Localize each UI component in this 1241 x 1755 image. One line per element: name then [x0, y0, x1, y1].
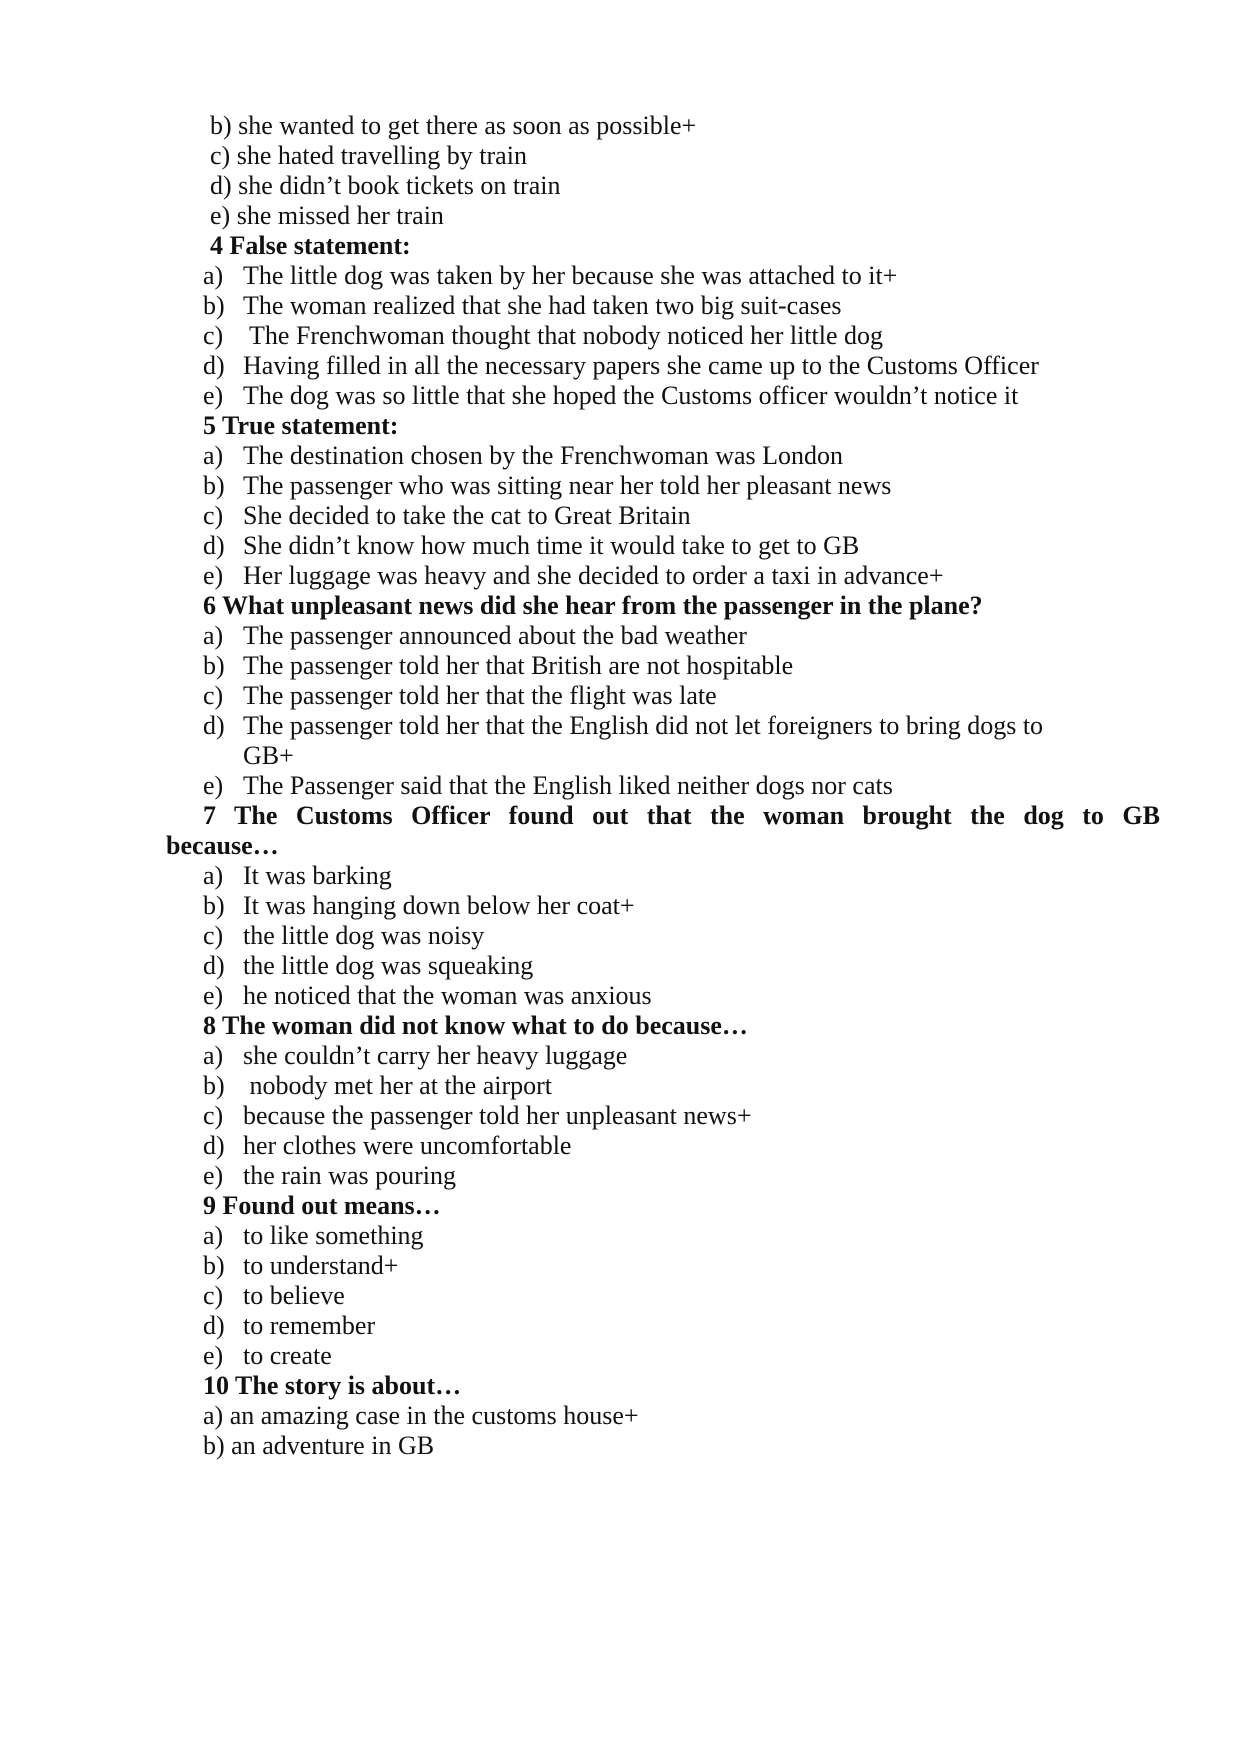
option-a-q5	[203, 440, 843, 472]
option-text: The passenger told her that the English did not let foreigners to bring dogs to	[243, 711, 1044, 740]
option-label: b)	[203, 891, 225, 920]
option-label: b)	[203, 1251, 225, 1280]
option-label: a)	[203, 441, 224, 470]
option-text: the little dog was squeaking	[243, 951, 534, 980]
option-label: b)	[203, 651, 225, 680]
option-e-q8	[203, 1160, 456, 1192]
option-text: The destination chosen by the Frenchwoman was London	[243, 441, 844, 470]
option-text: She didn’t know how much time it would take to get to GB	[243, 531, 860, 560]
option-label: b)	[210, 111, 232, 140]
option-label: d)	[203, 351, 225, 380]
option-d-q6	[203, 710, 1043, 742]
option-text: It was hanging down below her coat+	[243, 891, 635, 920]
option-text: she wanted to get there as soon as possible+	[238, 111, 697, 140]
option-text: nobody met her at the airport	[243, 1071, 553, 1100]
option-c-q8	[203, 1100, 752, 1132]
question-8-heading: 8 The woman did not know what to do because…	[203, 1011, 748, 1040]
question-5-heading: 5 True statement:	[203, 411, 399, 440]
option-label: a)	[203, 1041, 224, 1070]
option-a-q8	[203, 1040, 627, 1072]
option-label: b)	[203, 471, 225, 500]
option-label: e)	[210, 201, 231, 230]
option-text: she couldn’t carry her heavy luggage	[243, 1041, 628, 1070]
option-e-q3	[210, 200, 444, 232]
option-text: The passenger told her that British are not hospitable	[243, 651, 794, 680]
option-text: her clothes were uncomfortable	[243, 1131, 572, 1160]
option-text: The dog was so little that she hoped the Customs officer wouldn’t notice it	[243, 381, 1019, 410]
option-label: a)	[203, 1401, 224, 1430]
option-text: to create	[243, 1341, 332, 1370]
option-c-q9	[203, 1280, 345, 1312]
question-9-heading: 9 Found out means…	[203, 1191, 441, 1220]
option-label: d)	[203, 531, 225, 560]
option-d-q5	[203, 530, 859, 562]
option-d-q9	[203, 1310, 375, 1342]
option-label: b)	[203, 291, 225, 320]
option-d-q7	[203, 950, 533, 982]
option-text: She decided to take the cat to Great Britain	[243, 501, 691, 530]
option-label: d)	[210, 171, 232, 200]
option-text: The passenger who was sitting near her told her pleasant news	[243, 471, 892, 500]
option-a-q6	[203, 620, 747, 652]
question-6-heading: 6 What unpleasant news did she hear from the passenger in the plane?	[203, 591, 983, 620]
question-4-heading: 4 False statement:	[210, 231, 411, 260]
option-d-q8	[203, 1130, 571, 1162]
option-text: because the passenger told her unpleasant news+	[243, 1101, 752, 1130]
option-label: a)	[203, 1221, 224, 1250]
option-label: d)	[203, 711, 225, 740]
option-label: e)	[203, 1341, 224, 1370]
option-text: to believe	[243, 1281, 345, 1310]
option-text: Her luggage was heavy and she decided to order a taxi in advance+	[243, 561, 944, 590]
option-text: The passenger announced about the bad weather	[243, 621, 747, 650]
option-b-q7	[203, 890, 635, 922]
option-label: a)	[203, 861, 224, 890]
option-label: c)	[203, 1281, 224, 1310]
option-text: The Frenchwoman thought that nobody noticed her little dog	[243, 321, 884, 350]
option-b-q6	[203, 650, 793, 682]
option-text: the rain was pouring	[243, 1161, 457, 1190]
option-text: Having filled in all the necessary papers she came up to the Customs Officer	[243, 351, 1039, 380]
option-label: a)	[203, 261, 224, 290]
option-label: b)	[203, 1431, 225, 1460]
option-b-q3	[210, 110, 696, 142]
option-label: c)	[210, 141, 231, 170]
option-text: an adventure in GB	[231, 1431, 435, 1460]
option-label: d)	[203, 951, 225, 980]
option-label: e)	[203, 561, 224, 590]
option-a-q9	[203, 1220, 424, 1252]
option-e-q9	[203, 1340, 332, 1372]
option-text: she didn’t book tickets on train	[238, 171, 561, 200]
option-c-q5	[203, 500, 691, 532]
option-d-q4	[203, 350, 1039, 382]
option-e-q6	[203, 770, 893, 802]
option-text: he noticed that the woman was anxious	[243, 981, 652, 1010]
option-label: c)	[203, 1101, 224, 1130]
option-label: c)	[203, 921, 224, 950]
option-a-q4	[203, 260, 897, 292]
option-text: the little dog was noisy	[243, 921, 485, 950]
option-label: c)	[203, 321, 224, 350]
option-text: an amazing case in the customs house+	[229, 1401, 639, 1430]
option-text: to understand+	[243, 1251, 399, 1280]
option-d-q3	[210, 170, 560, 202]
option-d-q6-continuation: GB+	[243, 741, 294, 770]
option-e-q4	[203, 380, 1018, 412]
option-b-q10	[203, 1430, 434, 1462]
option-text: she hated travelling by train	[236, 141, 527, 170]
option-e-q5	[203, 560, 944, 592]
option-label: e)	[203, 771, 224, 800]
option-text: The little dog was taken by her because she was attached to it+	[243, 261, 898, 290]
option-a-q10	[203, 1400, 639, 1432]
option-label: d)	[203, 1131, 225, 1160]
option-label: e)	[203, 1161, 224, 1190]
option-label: d)	[203, 1311, 225, 1340]
question-7-heading: 7 The Customs Officer found out that the woman brought the dog to GB	[203, 801, 1160, 830]
option-a-q7	[203, 860, 392, 892]
option-b-q8	[203, 1070, 552, 1102]
option-text: The Passenger said that the English liked neither dogs nor cats	[243, 771, 893, 800]
option-c-q3	[210, 140, 527, 172]
option-text: The woman realized that she had taken two big suit-cases	[243, 291, 842, 320]
option-label: e)	[203, 981, 224, 1010]
option-label: c)	[203, 501, 224, 530]
question-10-heading: 10 The story is about…	[203, 1371, 462, 1400]
option-b-q9	[203, 1250, 398, 1282]
option-text: to like something	[243, 1221, 424, 1250]
option-text: It was barking	[243, 861, 392, 890]
option-text: to remember	[243, 1311, 376, 1340]
option-text: she missed her train	[236, 201, 444, 230]
option-label: c)	[203, 681, 224, 710]
option-c-q4	[203, 320, 883, 352]
option-label: b)	[203, 1071, 225, 1100]
option-text: The passenger told her that the flight was late	[243, 681, 717, 710]
option-b-q4	[203, 290, 842, 322]
option-label: a)	[203, 621, 224, 650]
option-b-q5	[203, 470, 891, 502]
option-c-q6	[203, 680, 717, 712]
question-7-heading-continuation: because…	[166, 831, 279, 860]
option-label: e)	[203, 381, 224, 410]
option-c-q7	[203, 920, 484, 952]
option-e-q7	[203, 980, 652, 1012]
